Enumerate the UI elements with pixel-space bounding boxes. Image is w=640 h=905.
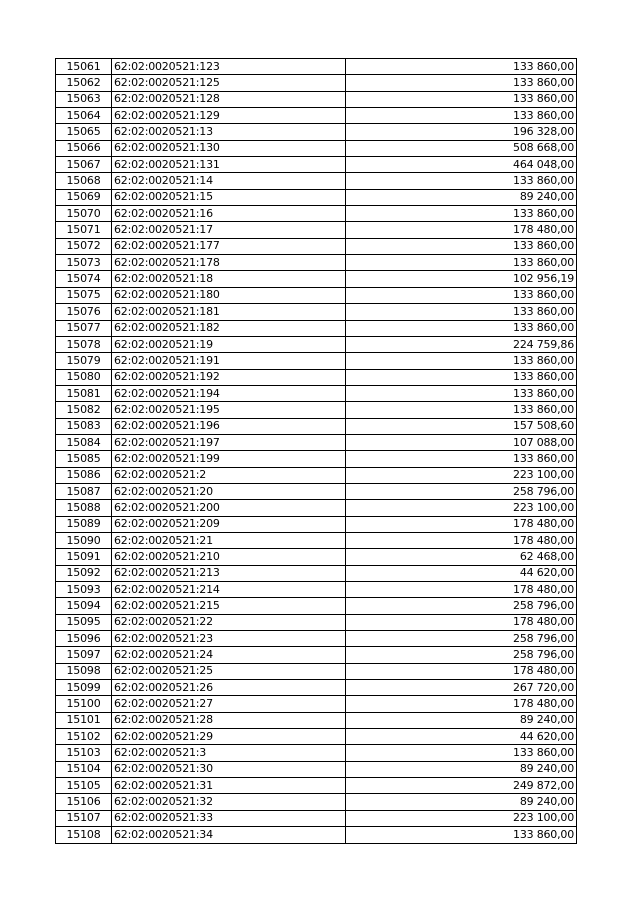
row-number-cell: 15067: [56, 157, 112, 173]
table-row: [56, 353, 577, 369]
row-number-cell: 15073: [56, 255, 112, 271]
table-row: [56, 532, 577, 548]
cadastral-value-cell: 224 759,86: [346, 336, 577, 352]
cadastral-value-cell: 62 468,00: [346, 549, 577, 565]
table-row: [56, 157, 577, 173]
table-row: [56, 140, 577, 156]
cadastral-number-cell: 62:02:0020521:23: [112, 631, 346, 647]
cadastral-number-cell: 62:02:0020521:31: [112, 778, 346, 794]
table-row: [56, 516, 577, 532]
row-number-cell: 15070: [56, 206, 112, 222]
table-row: [56, 238, 577, 254]
table-row: [56, 173, 577, 189]
cadastral-number-cell: 62:02:0020521:123: [112, 59, 346, 75]
cadastral-number-cell: 62:02:0020521:128: [112, 91, 346, 107]
row-number-cell: 15089: [56, 516, 112, 532]
table-row: [56, 451, 577, 467]
cadastral-value-cell: 267 720,00: [346, 680, 577, 696]
cadastral-value-cell: 133 860,00: [346, 287, 577, 303]
cadastral-value-cell: 89 240,00: [346, 794, 577, 810]
cadastral-number-cell: 62:02:0020521:181: [112, 304, 346, 320]
row-number-cell: 15097: [56, 647, 112, 663]
cadastral-value-cell: 249 872,00: [346, 778, 577, 794]
cadastral-number-cell: 62:02:0020521:180: [112, 287, 346, 303]
table-row: [56, 59, 577, 75]
table-row: [56, 549, 577, 565]
table-row: [56, 631, 577, 647]
cadastral-value-cell: 157 508,60: [346, 418, 577, 434]
row-number-cell: 15108: [56, 827, 112, 843]
row-number-cell: 15080: [56, 369, 112, 385]
cadastral-number-cell: 62:02:0020521:210: [112, 549, 346, 565]
cadastral-value-cell: 133 860,00: [346, 320, 577, 336]
table-row: [56, 287, 577, 303]
cadastral-value-cell: 133 860,00: [346, 451, 577, 467]
table-row: [56, 434, 577, 450]
cadastral-value-cell: 178 480,00: [346, 516, 577, 532]
row-number-cell: 15104: [56, 761, 112, 777]
cadastral-value-cell: 44 620,00: [346, 565, 577, 581]
cadastral-value-cell: 178 480,00: [346, 696, 577, 712]
cadastral-value-cell: 178 480,00: [346, 222, 577, 238]
cadastral-number-cell: 62:02:0020521:130: [112, 140, 346, 156]
table-row: [56, 124, 577, 140]
cadastral-value-cell: 133 860,00: [346, 402, 577, 418]
cadastral-value-cell: 133 860,00: [346, 206, 577, 222]
table-row: [56, 712, 577, 728]
cadastral-number-cell: 62:02:0020521:33: [112, 810, 346, 826]
row-number-cell: 15092: [56, 565, 112, 581]
cadastral-value-cell: 133 860,00: [346, 385, 577, 401]
cadastral-value-cell: 133 860,00: [346, 353, 577, 369]
cadastral-value-table: [55, 58, 577, 844]
table-row: [56, 206, 577, 222]
table-row: [56, 810, 577, 826]
table-row: [56, 75, 577, 91]
cadastral-number-cell: 62:02:0020521:19: [112, 336, 346, 352]
row-number-cell: 15071: [56, 222, 112, 238]
cadastral-value-cell: 44 620,00: [346, 729, 577, 745]
cadastral-number-cell: 62:02:0020521:27: [112, 696, 346, 712]
table-row: [56, 778, 577, 794]
table-row: [56, 614, 577, 630]
cadastral-value-cell: 133 860,00: [346, 238, 577, 254]
table-body: [56, 59, 577, 844]
cadastral-number-cell: 62:02:0020521:178: [112, 255, 346, 271]
cadastral-number-cell: 62:02:0020521:28: [112, 712, 346, 728]
row-number-cell: 15088: [56, 500, 112, 516]
table-row: [56, 598, 577, 614]
table-row: [56, 271, 577, 287]
table-row: [56, 320, 577, 336]
cadastral-value-cell: 107 088,00: [346, 434, 577, 450]
cadastral-value-cell: 223 100,00: [346, 467, 577, 483]
cadastral-number-cell: 62:02:0020521:195: [112, 402, 346, 418]
table-row: [56, 483, 577, 499]
cadastral-number-cell: 62:02:0020521:2: [112, 467, 346, 483]
table-row: [56, 222, 577, 238]
cadastral-value-cell: 89 240,00: [346, 189, 577, 205]
row-number-cell: 15098: [56, 663, 112, 679]
cadastral-number-cell: 62:02:0020521:29: [112, 729, 346, 745]
cadastral-number-cell: 62:02:0020521:21: [112, 532, 346, 548]
row-number-cell: 15083: [56, 418, 112, 434]
cadastral-value-cell: 464 048,00: [346, 157, 577, 173]
table-row: [56, 647, 577, 663]
cadastral-number-cell: 62:02:0020521:213: [112, 565, 346, 581]
row-number-cell: 15107: [56, 810, 112, 826]
table-row: [56, 745, 577, 761]
cadastral-value-cell: 178 480,00: [346, 532, 577, 548]
cadastral-number-cell: 62:02:0020521:214: [112, 582, 346, 598]
row-number-cell: 15076: [56, 304, 112, 320]
row-number-cell: 15084: [56, 434, 112, 450]
cadastral-number-cell: 62:02:0020521:18: [112, 271, 346, 287]
row-number-cell: 15096: [56, 631, 112, 647]
row-number-cell: 15094: [56, 598, 112, 614]
cadastral-value-cell: 258 796,00: [346, 647, 577, 663]
cadastral-number-cell: 62:02:0020521:182: [112, 320, 346, 336]
row-number-cell: 15103: [56, 745, 112, 761]
cadastral-number-cell: 62:02:0020521:26: [112, 680, 346, 696]
cadastral-number-cell: 62:02:0020521:32: [112, 794, 346, 810]
table-row: [56, 255, 577, 271]
table-row: [56, 680, 577, 696]
cadastral-number-cell: 62:02:0020521:24: [112, 647, 346, 663]
table-row: [56, 500, 577, 516]
cadastral-value-cell: 133 860,00: [346, 59, 577, 75]
cadastral-number-cell: 62:02:0020521:192: [112, 369, 346, 385]
cadastral-number-cell: 62:02:0020521:191: [112, 353, 346, 369]
cadastral-number-cell: 62:02:0020521:34: [112, 827, 346, 843]
row-number-cell: 15099: [56, 680, 112, 696]
cadastral-value-cell: 223 100,00: [346, 500, 577, 516]
row-number-cell: 15087: [56, 483, 112, 499]
table-row: [56, 761, 577, 777]
cadastral-number-cell: 62:02:0020521:131: [112, 157, 346, 173]
cadastral-value-cell: 223 100,00: [346, 810, 577, 826]
cadastral-number-cell: 62:02:0020521:196: [112, 418, 346, 434]
row-number-cell: 15082: [56, 402, 112, 418]
table-row: [56, 402, 577, 418]
table-row: [56, 696, 577, 712]
cadastral-number-cell: 62:02:0020521:129: [112, 108, 346, 124]
row-number-cell: 15064: [56, 108, 112, 124]
row-number-cell: 15062: [56, 75, 112, 91]
row-number-cell: 15077: [56, 320, 112, 336]
cadastral-number-cell: 62:02:0020521:200: [112, 500, 346, 516]
row-number-cell: 15105: [56, 778, 112, 794]
cadastral-value-cell: 89 240,00: [346, 761, 577, 777]
cadastral-value-cell: 133 860,00: [346, 173, 577, 189]
row-number-cell: 15091: [56, 549, 112, 565]
cadastral-number-cell: 62:02:0020521:125: [112, 75, 346, 91]
cadastral-value-cell: 133 860,00: [346, 304, 577, 320]
cadastral-value-cell: 508 668,00: [346, 140, 577, 156]
table-row: [56, 108, 577, 124]
table-row: [56, 91, 577, 107]
cadastral-number-cell: 62:02:0020521:16: [112, 206, 346, 222]
row-number-cell: 15079: [56, 353, 112, 369]
row-number-cell: 15095: [56, 614, 112, 630]
table-row: [56, 418, 577, 434]
row-number-cell: 15102: [56, 729, 112, 745]
cadastral-number-cell: 62:02:0020521:25: [112, 663, 346, 679]
cadastral-number-cell: 62:02:0020521:215: [112, 598, 346, 614]
row-number-cell: 15068: [56, 173, 112, 189]
row-number-cell: 15066: [56, 140, 112, 156]
row-number-cell: 15090: [56, 532, 112, 548]
cadastral-value-cell: 133 860,00: [346, 91, 577, 107]
table-row: [56, 385, 577, 401]
row-number-cell: 15074: [56, 271, 112, 287]
cadastral-number-cell: 62:02:0020521:15: [112, 189, 346, 205]
cadastral-number-cell: 62:02:0020521:197: [112, 434, 346, 450]
cadastral-number-cell: 62:02:0020521:194: [112, 385, 346, 401]
row-number-cell: 15081: [56, 385, 112, 401]
table-row: [56, 794, 577, 810]
cadastral-value-cell: 133 860,00: [346, 827, 577, 843]
table-row: [56, 304, 577, 320]
cadastral-value-cell: 133 860,00: [346, 108, 577, 124]
cadastral-value-cell: 178 480,00: [346, 614, 577, 630]
row-number-cell: 15100: [56, 696, 112, 712]
cadastral-value-cell: 258 796,00: [346, 598, 577, 614]
cadastral-value-cell: 133 860,00: [346, 369, 577, 385]
row-number-cell: 15072: [56, 238, 112, 254]
row-number-cell: 15075: [56, 287, 112, 303]
cadastral-value-cell: 258 796,00: [346, 483, 577, 499]
table-row: [56, 827, 577, 843]
row-number-cell: 15063: [56, 91, 112, 107]
table-row: [56, 467, 577, 483]
cadastral-number-cell: 62:02:0020521:17: [112, 222, 346, 238]
row-number-cell: 15085: [56, 451, 112, 467]
cadastral-number-cell: 62:02:0020521:199: [112, 451, 346, 467]
row-number-cell: 15093: [56, 582, 112, 598]
cadastral-number-cell: 62:02:0020521:13: [112, 124, 346, 140]
cadastral-value-cell: 178 480,00: [346, 582, 577, 598]
cadastral-value-cell: 196 328,00: [346, 124, 577, 140]
row-number-cell: 15069: [56, 189, 112, 205]
cadastral-number-cell: 62:02:0020521:20: [112, 483, 346, 499]
cadastral-value-cell: 258 796,00: [346, 631, 577, 647]
cadastral-number-cell: 62:02:0020521:177: [112, 238, 346, 254]
cadastral-value-cell: 133 860,00: [346, 75, 577, 91]
cadastral-number-cell: 62:02:0020521:14: [112, 173, 346, 189]
table-row: [56, 663, 577, 679]
row-number-cell: 15106: [56, 794, 112, 810]
cadastral-value-cell: 102 956,19: [346, 271, 577, 287]
table-row: [56, 582, 577, 598]
cadastral-number-cell: 62:02:0020521:22: [112, 614, 346, 630]
table-row: [56, 369, 577, 385]
cadastral-value-cell: 133 860,00: [346, 255, 577, 271]
table-row: [56, 189, 577, 205]
cadastral-value-cell: 133 860,00: [346, 745, 577, 761]
cadastral-value-cell: 89 240,00: [346, 712, 577, 728]
row-number-cell: 15101: [56, 712, 112, 728]
row-number-cell: 15078: [56, 336, 112, 352]
cadastral-number-cell: 62:02:0020521:30: [112, 761, 346, 777]
row-number-cell: 15065: [56, 124, 112, 140]
table-row: [56, 336, 577, 352]
table-row: [56, 565, 577, 581]
cadastral-value-cell: 178 480,00: [346, 663, 577, 679]
cadastral-number-cell: 62:02:0020521:209: [112, 516, 346, 532]
row-number-cell: 15061: [56, 59, 112, 75]
cadastral-number-cell: 62:02:0020521:3: [112, 745, 346, 761]
table-row: [56, 729, 577, 745]
row-number-cell: 15086: [56, 467, 112, 483]
